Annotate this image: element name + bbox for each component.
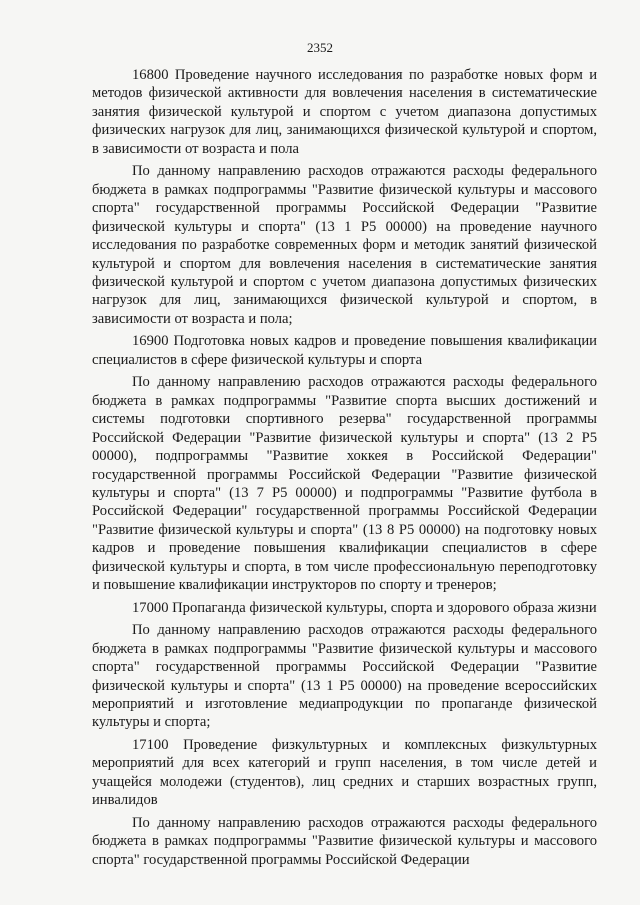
code-17100-description: По данному направлению расходов отражаются расходы федерального бюджета в рамках подпрограммы "Развитие физической культуры и массового спорта" государственной программы Российской Федерации — [92, 814, 597, 868]
code-16900-heading: 16900 Подготовка новых кадров и проведение повышения квалификации специалистов в сфере физической культуры и спорта — [92, 333, 597, 368]
code-16800-description: По данному направлению расходов отражаются расходы федерального бюджета в рамках подпрограммы "Развитие физической культуры и массового спорта" государственной программы Российской Федерации "Развитие физической культуры и спорта" (13 1 Р5 00000) на проведение научного исследования по разработке современных форм и методик занятий физической культурой и спортом для вовлечения населения в систематические занятия физической культурой и спортом с учетом диапазона допустимых физических нагрузок для лиц, занимающихся физической культурой и спортом, в зависимости от возраста и пола; — [92, 163, 597, 327]
code-16800-heading: 16800 Проведение научного исследования по разработке новых форм и методов физической активности для вовлечения населения в систематические занятия физической культурой и спортом с учетом диапазона допустимых физических нагрузок для лиц, занимающихся физической культурой и спортом, в зависимости от возраста и пола — [92, 67, 597, 157]
code-17000-description: По данному направлению расходов отражаются расходы федерального бюджета в рамках подпрограммы "Развитие физической культуры и массового спорта" государственной программы Российской Федерации "Развитие физической культуры и спорта" (13 1 Р5 00000) на проведение всероссийских мероприятий и изготовление медиапродукции по пропаганде физической культуры и спорта; — [92, 622, 597, 731]
code-16900-description: По данному направлению расходов отражаются расходы федерального бюджета в рамках подпрограммы "Развитие спорта высших достижений и системы подготовки спортивного резерва" государственной программы Российской Федерации "Развитие физической культуры и спорта" (13 2 Р5 00000), подпрограммы "Развитие хоккея в Российской Федерации" государственной программы Российской Федерации "Развитие физической культуры и спорта" (13 7 Р5 00000) и подпрограммы "Развитие футбола в Российской Федерации" государственной программы Российской Федерации "Развитие физической культуры и спорта" (13 8 Р5 00000) на подготовку новых кадров и проведение повышения квалификации специалистов в сфере физической культуры и спорта, в том числе профессиональную переподготовку и повышение квалификации инструкторов по спорту и тренеров; — [92, 374, 597, 594]
code-17100-heading: 17100 Проведение физкультурных и комплексных физкультурных мероприятий для всех категорий и групп населения, в том числе детей и учащейся молодежи (студентов), лиц средних и старших возрастных групп, инвалидов — [92, 736, 597, 809]
page-number: 2352 — [307, 40, 333, 55]
document-body — [92, 66, 597, 873]
code-17000-heading: 17000 Пропаганда физической культуры, спорта и здорового образа жизни — [132, 599, 597, 616]
